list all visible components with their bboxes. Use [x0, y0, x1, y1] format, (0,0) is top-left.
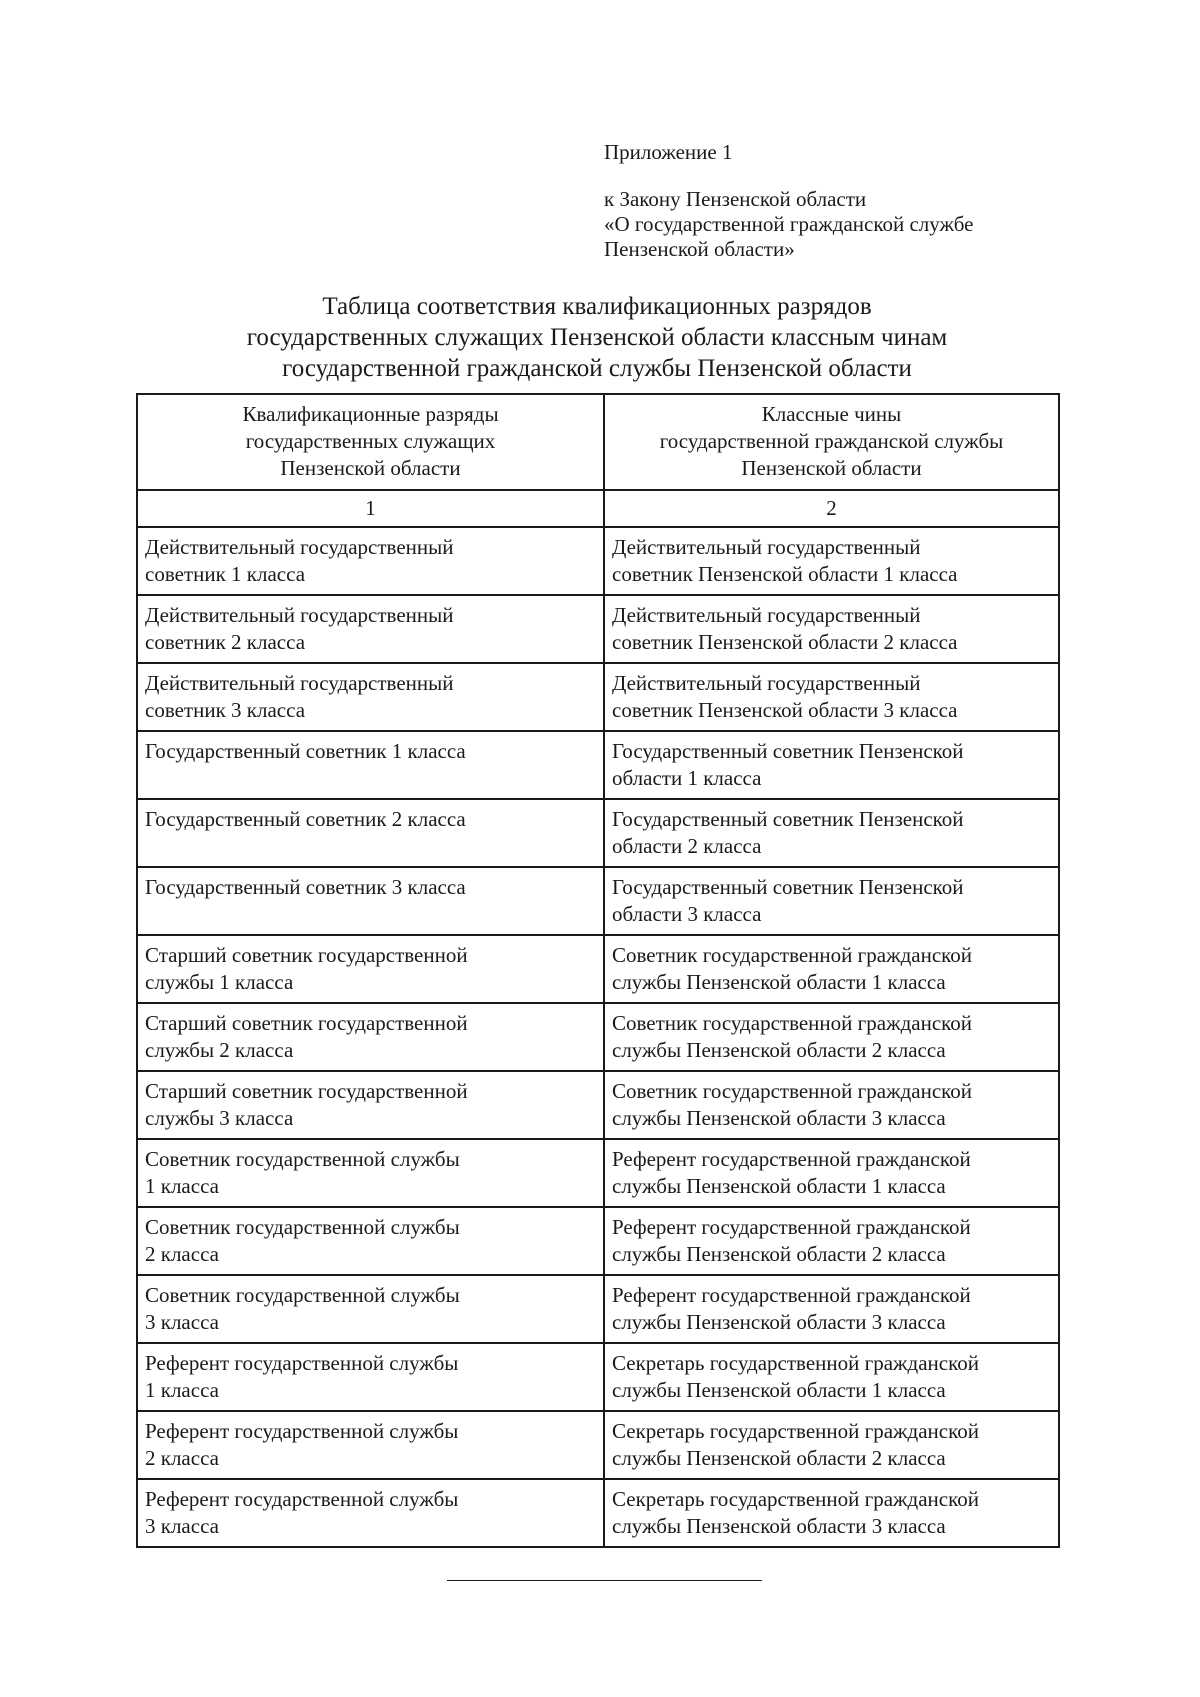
cell-line: советник Пензенской области 3 класса: [612, 698, 958, 722]
cell-line: службы 2 класса: [145, 1038, 294, 1062]
appendix-line: «О государственной гражданской службе: [604, 212, 974, 236]
cell-line: Советник государственной службы: [145, 1283, 460, 1307]
cell-line: службы Пензенской области 3 класса: [612, 1514, 946, 1538]
qualification-rank-cell: [137, 1207, 604, 1275]
table-row: [137, 1139, 1059, 1207]
class-rank-cell: [604, 1411, 1059, 1479]
cell-line: 2 класса: [145, 1446, 219, 1470]
qualification-rank-cell: [137, 867, 604, 935]
cell-line: Действительный государственный: [612, 671, 921, 695]
cell-line: службы Пензенской области 1 класса: [612, 1378, 946, 1402]
cell-line: Государственный советник Пензенской: [612, 807, 964, 831]
column-number: 1: [137, 490, 604, 527]
table-row: [137, 595, 1059, 663]
cell-line: области 2 класса: [612, 834, 762, 858]
table-row: [137, 1479, 1059, 1547]
qualification-rank-cell: [137, 1411, 604, 1479]
cell-line: 1 класса: [145, 1378, 219, 1402]
cell-line: Секретарь государственной гражданской: [612, 1419, 979, 1443]
title-line: Таблица соответствия квалификационных разрядов: [322, 293, 872, 320]
class-rank-cell: [604, 935, 1059, 1003]
cell-line: советник 3 класса: [145, 698, 306, 722]
footer-divider: [447, 1580, 762, 1581]
header-line: государственной гражданской службы: [659, 429, 1004, 453]
qualification-rank-cell: [137, 595, 604, 663]
cell-line: службы 1 класса: [145, 970, 294, 994]
table-row: [137, 935, 1059, 1003]
cell-line: Старший советник государственной: [145, 1011, 468, 1035]
class-rank-cell: [604, 1003, 1059, 1071]
class-rank-cell: [604, 1479, 1059, 1547]
header-cell-class-ranks: [604, 394, 1059, 490]
cell-line: Советник государственной гражданской: [612, 1011, 973, 1035]
qualification-rank-cell: [137, 935, 604, 1003]
appendix-line: к Закону Пензенской области: [604, 187, 867, 211]
header-cell-qualification-ranks: [137, 394, 604, 490]
appendix-line: Пензенской области»: [604, 237, 795, 261]
cell-line: Советник государственной службы: [145, 1147, 460, 1171]
table-row: [137, 1343, 1059, 1411]
title-line: государственных служащих Пензенской области классным чинам: [246, 324, 948, 351]
qualification-rank-cell: [137, 527, 604, 595]
header-line: Классные чины: [761, 402, 902, 426]
cell-line: Референт государственной гражданской: [612, 1215, 971, 1239]
cell-line: Государственный советник 1 класса: [145, 739, 466, 763]
cell-line: советник 1 класса: [145, 562, 306, 586]
cell-line: Действительный государственный: [612, 603, 921, 627]
class-rank-cell: [604, 1343, 1059, 1411]
qualification-rank-cell: [137, 1275, 604, 1343]
cell-line: службы 3 класса: [145, 1106, 294, 1130]
class-rank-cell: [604, 799, 1059, 867]
cell-line: Действительный государственный: [612, 535, 921, 559]
cell-line: советник Пензенской области 2 класса: [612, 630, 958, 654]
class-rank-cell: [604, 731, 1059, 799]
cell-line: области 3 класса: [612, 902, 762, 926]
cell-line: службы Пензенской области 3 класса: [612, 1106, 946, 1130]
table-row: [137, 1207, 1059, 1275]
qualification-rank-cell: [137, 1003, 604, 1071]
cell-line: Государственный советник 3 класса: [145, 875, 466, 899]
class-rank-cell: [604, 1275, 1059, 1343]
cell-line: советник 2 класса: [145, 630, 306, 654]
appendix-block: [604, 140, 973, 262]
cell-line: Действительный государственный: [145, 603, 454, 627]
table-row: [137, 663, 1059, 731]
qualification-rank-cell: [137, 1479, 604, 1547]
column-number: 2: [604, 490, 1059, 527]
cell-line: Старший советник государственной: [145, 1079, 468, 1103]
title-line: государственной гражданской службы Пензенской области: [282, 355, 912, 382]
table-header-row: [137, 394, 1059, 490]
cell-line: Секретарь государственной гражданской: [612, 1487, 979, 1511]
cell-line: области 1 класса: [612, 766, 762, 790]
cell-line: Советник государственной гражданской: [612, 943, 973, 967]
table-row: [137, 527, 1059, 595]
cell-line: 1 класса: [145, 1174, 219, 1198]
cell-line: 3 класса: [145, 1310, 219, 1334]
cell-line: Советник государственной гражданской: [612, 1079, 973, 1103]
cell-line: Референт государственной службы: [145, 1419, 459, 1443]
correspondence-table: [136, 393, 1060, 1548]
cell-line: Референт государственной службы: [145, 1351, 459, 1375]
cell-line: Государственный советник 2 класса: [145, 807, 466, 831]
qualification-rank-cell: [137, 1139, 604, 1207]
cell-line: Референт государственной гражданской: [612, 1283, 971, 1307]
cell-line: советник Пензенской области 1 класса: [612, 562, 958, 586]
qualification-rank-cell: [137, 799, 604, 867]
cell-line: службы Пензенской области 2 класса: [612, 1446, 946, 1470]
table-row: [137, 1411, 1059, 1479]
class-rank-cell: [604, 663, 1059, 731]
class-rank-cell: [604, 595, 1059, 663]
appendix-number: Приложение 1: [604, 140, 733, 164]
qualification-rank-cell: [137, 1071, 604, 1139]
cell-line: службы Пензенской области 2 класса: [612, 1242, 946, 1266]
cell-line: Действительный государственный: [145, 671, 454, 695]
table-body: [137, 490, 1059, 1547]
class-rank-cell: [604, 867, 1059, 935]
class-rank-cell: [604, 1207, 1059, 1275]
class-rank-cell: [604, 527, 1059, 595]
header-line: Квалификационные разряды: [242, 402, 499, 426]
table-row: [137, 1071, 1059, 1139]
cell-line: Государственный советник Пензенской: [612, 739, 964, 763]
column-number-row: [137, 490, 1059, 527]
qualification-rank-cell: [137, 1343, 604, 1411]
cell-line: службы Пензенской области 1 класса: [612, 970, 946, 994]
cell-line: службы Пензенской области 2 класса: [612, 1038, 946, 1062]
cell-line: службы Пензенской области 3 класса: [612, 1310, 946, 1334]
header-line: государственных служащих: [245, 429, 496, 453]
cell-line: 3 класса: [145, 1514, 219, 1538]
cell-line: Советник государственной службы: [145, 1215, 460, 1239]
cell-line: Действительный государственный: [145, 535, 454, 559]
table-row: [137, 1003, 1059, 1071]
table-row: [137, 731, 1059, 799]
table-row: [137, 1275, 1059, 1343]
cell-line: Референт государственной гражданской: [612, 1147, 971, 1171]
cell-line: 2 класса: [145, 1242, 219, 1266]
class-rank-cell: [604, 1139, 1059, 1207]
document-title: [136, 291, 1058, 384]
qualification-rank-cell: [137, 663, 604, 731]
qualification-rank-cell: [137, 731, 604, 799]
cell-line: Старший советник государственной: [145, 943, 468, 967]
header-line: Пензенской области: [741, 456, 922, 480]
cell-line: Государственный советник Пензенской: [612, 875, 964, 899]
table-row: [137, 867, 1059, 935]
header-line: Пензенской области: [280, 456, 461, 480]
cell-line: службы Пензенской области 1 класса: [612, 1174, 946, 1198]
table-row: [137, 799, 1059, 867]
class-rank-cell: [604, 1071, 1059, 1139]
cell-line: Референт государственной службы: [145, 1487, 459, 1511]
cell-line: Секретарь государственной гражданской: [612, 1351, 979, 1375]
